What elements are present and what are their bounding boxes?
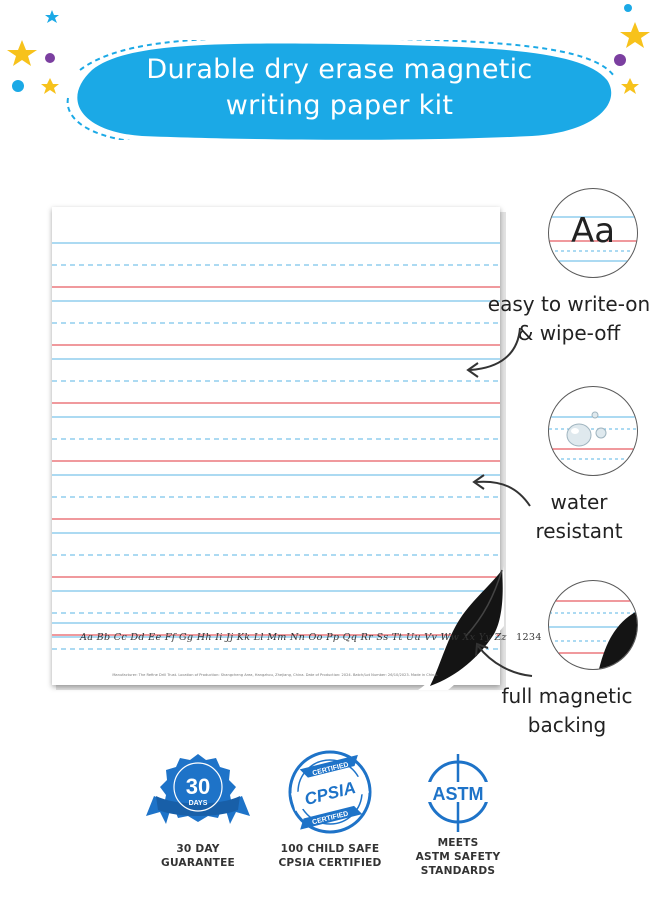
guarantee-seal-icon	[146, 752, 250, 836]
feature-label-line2: & wipe-off	[517, 321, 621, 345]
decor-stars-left	[0, 0, 70, 110]
cpsia-seal-icon	[282, 746, 378, 838]
arrow-icon	[466, 470, 536, 510]
arrow-icon	[458, 320, 528, 380]
feature-label-line1: full magnetic	[501, 684, 633, 708]
badge-line1: MEETS	[437, 837, 479, 849]
dot-icon	[624, 4, 632, 12]
seal-top: CERTIFIED	[311, 761, 350, 778]
badge-text-guarantee	[138, 842, 258, 870]
badge-line1: 100 CHILD SAFE	[280, 843, 380, 855]
banner-title-line1: Durable dry erase magnetic	[146, 54, 533, 85]
feature-circle-write	[548, 188, 638, 278]
badge-line2: ASTM SAFETY STANDARDS	[415, 851, 501, 877]
feature-label-line1: water	[550, 490, 608, 514]
star-icon	[620, 22, 650, 48]
feature-circle-magnet	[548, 580, 638, 670]
feature-label-line1: easy to write-on	[487, 292, 651, 316]
feature-circle-water	[548, 386, 638, 476]
feature-icon-text: Aa	[570, 211, 616, 251]
seal-main: ASTM	[432, 784, 484, 804]
alphabet-text: Aa Bb Cc Dd Ee Ff Gg Hh Ii Jj Kk Ll Mm Nn Oo Pp Qq Rr Ss Tt Uu Vv Ww Xx Yy Zz	[80, 632, 507, 643]
dot-icon	[45, 53, 55, 63]
seal-main: CPSIA	[302, 777, 358, 809]
badge-line2: CPSIA CERTIFIED	[278, 857, 382, 869]
seal-bottom: CERTIFIED	[311, 810, 350, 827]
arrow-icon	[468, 634, 538, 680]
star-icon	[45, 10, 59, 23]
magnetic-backing-icon	[549, 581, 637, 669]
banner-title	[62, 52, 617, 124]
cursive-alphabet-row	[80, 632, 542, 643]
banner-title-line2: writing paper kit	[225, 90, 454, 121]
star-icon	[621, 78, 639, 94]
seal-number: 30	[185, 774, 211, 799]
feature-label-line2: resistant	[535, 519, 623, 543]
numbers-text: 1234	[516, 632, 542, 643]
water-droplet-icon	[549, 387, 637, 475]
seal-word: DAYS	[188, 800, 208, 807]
dot-icon	[12, 80, 24, 92]
feature-label-magnet	[482, 682, 652, 740]
badge-line1: 30 DAY	[176, 843, 220, 855]
astm-seal-icon	[424, 754, 492, 832]
feature-label-line2: backing	[527, 713, 607, 737]
badge-line2: GUARANTEE	[161, 857, 235, 869]
sheet-footer-note: Manufacturer: The Refine Drill Trust. Location of Production: Shangcheng Area, Hangzhou, Zhejiang, China. Date of Production: 2024. Batch/Lot Number: 26/10/2023. Made in China.	[112, 673, 438, 677]
star-icon	[41, 78, 59, 94]
star-icon	[7, 40, 37, 66]
badge-text-astm	[378, 836, 538, 878]
